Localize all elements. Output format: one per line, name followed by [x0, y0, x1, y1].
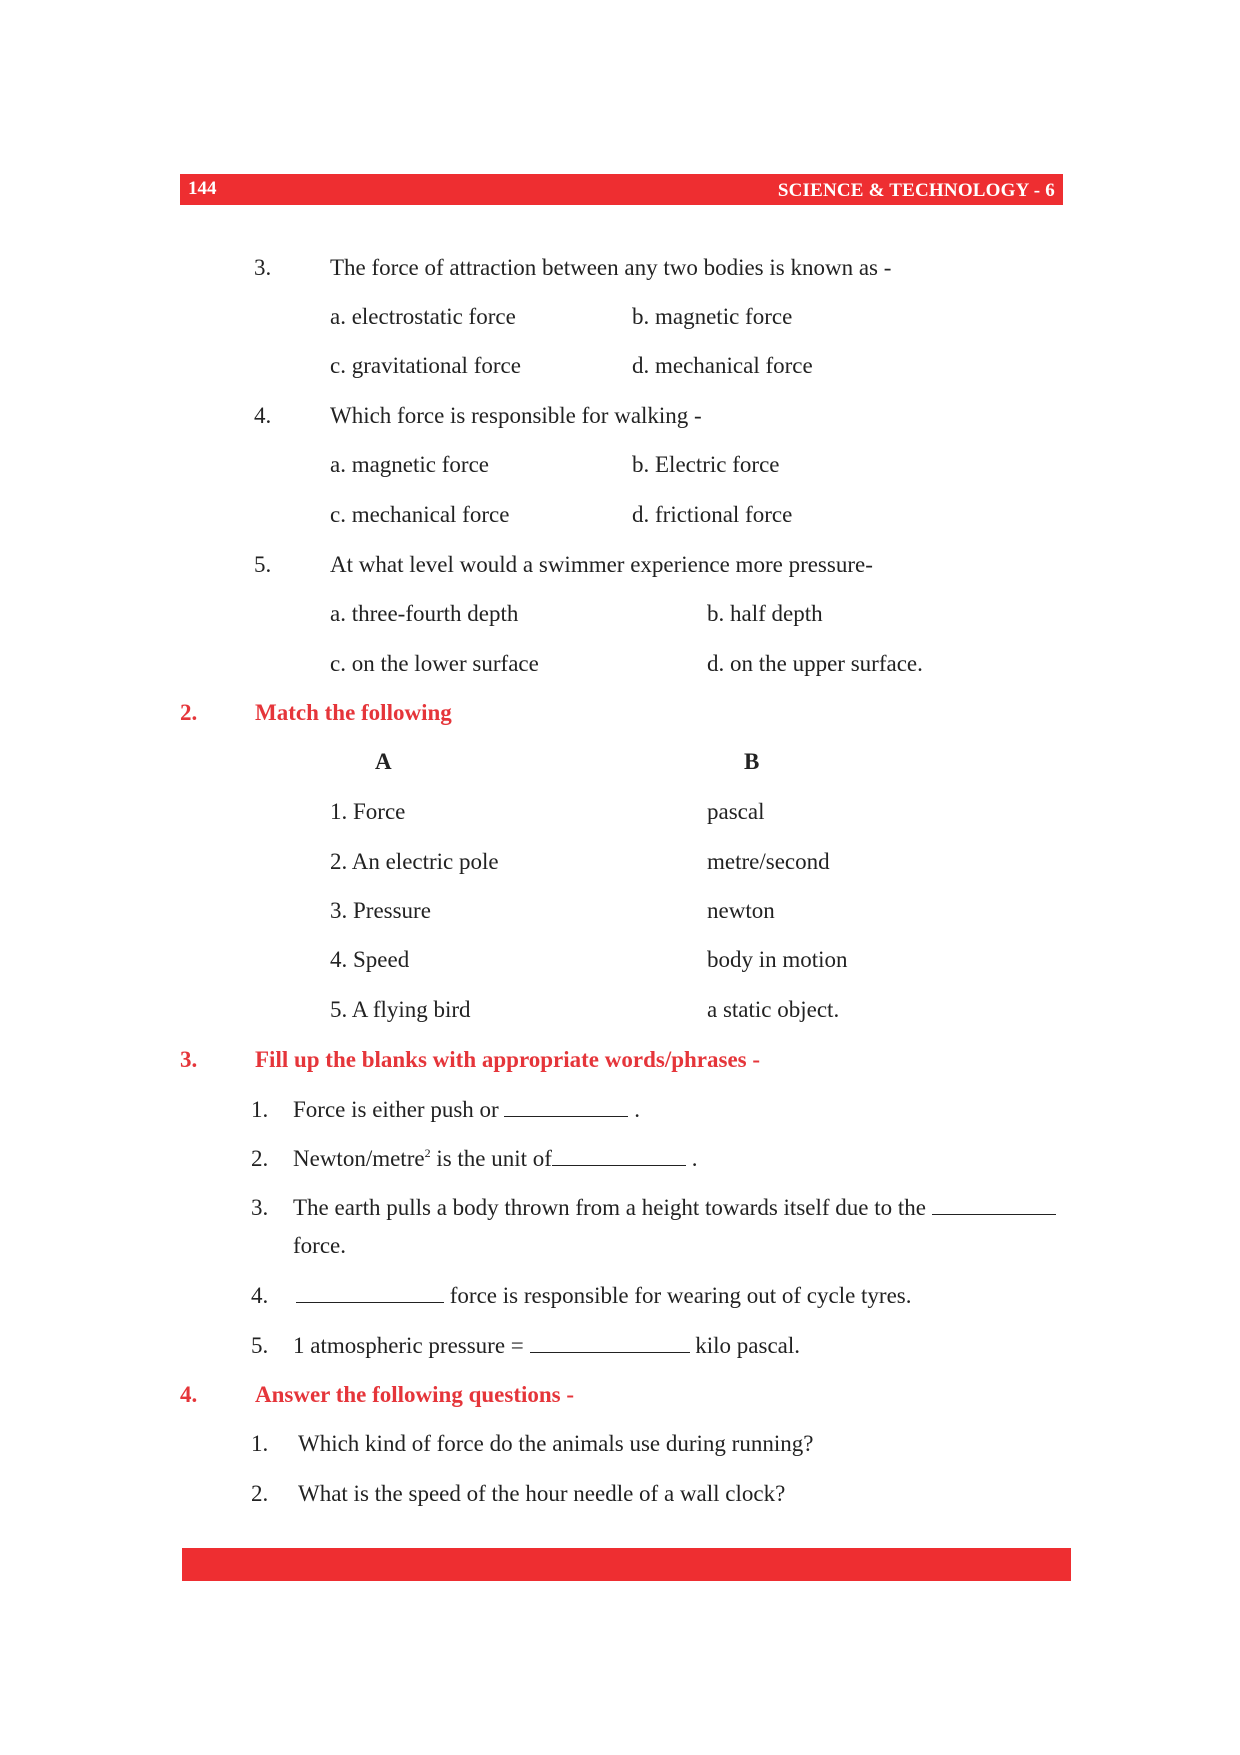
item-number: 1. — [251, 1431, 269, 1456]
item-number: 4. — [251, 1283, 269, 1308]
match-item-a: 2. An electric pole — [330, 849, 499, 874]
sentence-text: 1 atmospheric pressure = — [293, 1333, 524, 1358]
question-number: 3. — [254, 255, 272, 280]
match-item-a: 3. Pressure — [330, 898, 431, 923]
question-text: At what level would a swimmer experience more pressure- — [330, 552, 873, 577]
sentence-text: force is responsible for wearing out of cycle tyres. — [449, 1283, 912, 1308]
fill-sentence — [293, 1332, 800, 1360]
fill-sentence — [293, 1145, 697, 1173]
superscript: 2 — [424, 1146, 431, 1160]
sentence-continuation: force. — [293, 1233, 346, 1258]
section-number: 2. — [180, 700, 198, 725]
question-number: 5. — [254, 552, 272, 577]
question-text: Which force is responsible for walking - — [330, 403, 702, 428]
item-number: 2. — [251, 1481, 269, 1506]
option-a: a. magnetic force — [330, 452, 489, 477]
section-title: Match the following — [255, 700, 452, 725]
match-item-b: metre/second — [707, 849, 830, 874]
header-bar — [180, 174, 1063, 205]
blank-line — [932, 1194, 1056, 1215]
column-b-heading: B — [744, 749, 760, 774]
sentence-end: . — [634, 1097, 640, 1122]
fill-sentence — [296, 1282, 912, 1310]
question-text: What is the speed of the hour needle of a wall clock? — [298, 1481, 786, 1506]
sentence-text: is the unit of — [430, 1146, 552, 1171]
item-number: 5. — [251, 1333, 269, 1358]
question-text: Which kind of force do the animals use during running? — [298, 1431, 814, 1456]
option-b: b. magnetic force — [632, 304, 793, 329]
option-c: c. mechanical force — [330, 502, 510, 527]
sentence-text: Newton/metre — [293, 1146, 425, 1171]
page-number: 144 — [188, 178, 217, 199]
column-a-heading: A — [375, 749, 392, 774]
item-number: 3. — [251, 1195, 269, 1220]
fill-sentence — [293, 1194, 1056, 1222]
footer-bar — [182, 1548, 1071, 1581]
match-item-b: newton — [707, 898, 775, 923]
sentence-end: . — [691, 1146, 698, 1171]
fill-sentence — [293, 1096, 640, 1124]
question-number: 4. — [254, 403, 272, 428]
option-a: a. electrostatic force — [330, 304, 516, 329]
option-c: c. gravitational force — [330, 353, 521, 378]
option-b: b. half depth — [707, 601, 823, 626]
match-item-a: 5. A flying bird — [330, 997, 471, 1022]
sentence-end: kilo pascal. — [695, 1333, 801, 1358]
section-title: Fill up the blanks with appropriate words/phrases - — [255, 1047, 761, 1072]
match-item-b: a static object. — [707, 997, 840, 1022]
match-item-a: 4. Speed — [330, 947, 410, 972]
option-c: c. on the lower surface — [330, 651, 539, 676]
option-b: b. Electric force — [632, 452, 780, 477]
option-d: d. on the upper surface. — [707, 651, 923, 676]
blank-line — [504, 1096, 628, 1117]
sentence-text: Force is either push or — [293, 1097, 499, 1122]
blank-line — [530, 1332, 690, 1353]
section-title: Answer the following questions - — [255, 1382, 575, 1407]
section-number: 4. — [180, 1382, 198, 1407]
match-item-b: pascal — [707, 799, 765, 824]
section-number: 3. — [180, 1047, 198, 1072]
option-d: d. mechanical force — [632, 353, 813, 378]
sentence-text: The earth pulls a body thrown from a height towards itself due to the — [293, 1195, 926, 1220]
blank-line — [552, 1145, 686, 1166]
option-a: a. three-fourth depth — [330, 601, 519, 626]
book-title: SCIENCE & TECHNOLOGY - 6 — [777, 180, 1055, 201]
question-text: The force of attraction between any two bodies is known as - — [330, 255, 892, 280]
match-item-b: body in motion — [707, 947, 848, 972]
item-number: 1. — [251, 1097, 269, 1122]
item-number: 2. — [251, 1146, 269, 1171]
option-d: d. frictional force — [632, 502, 793, 527]
match-item-a: 1. Force — [330, 799, 406, 824]
blank-line — [296, 1282, 444, 1303]
